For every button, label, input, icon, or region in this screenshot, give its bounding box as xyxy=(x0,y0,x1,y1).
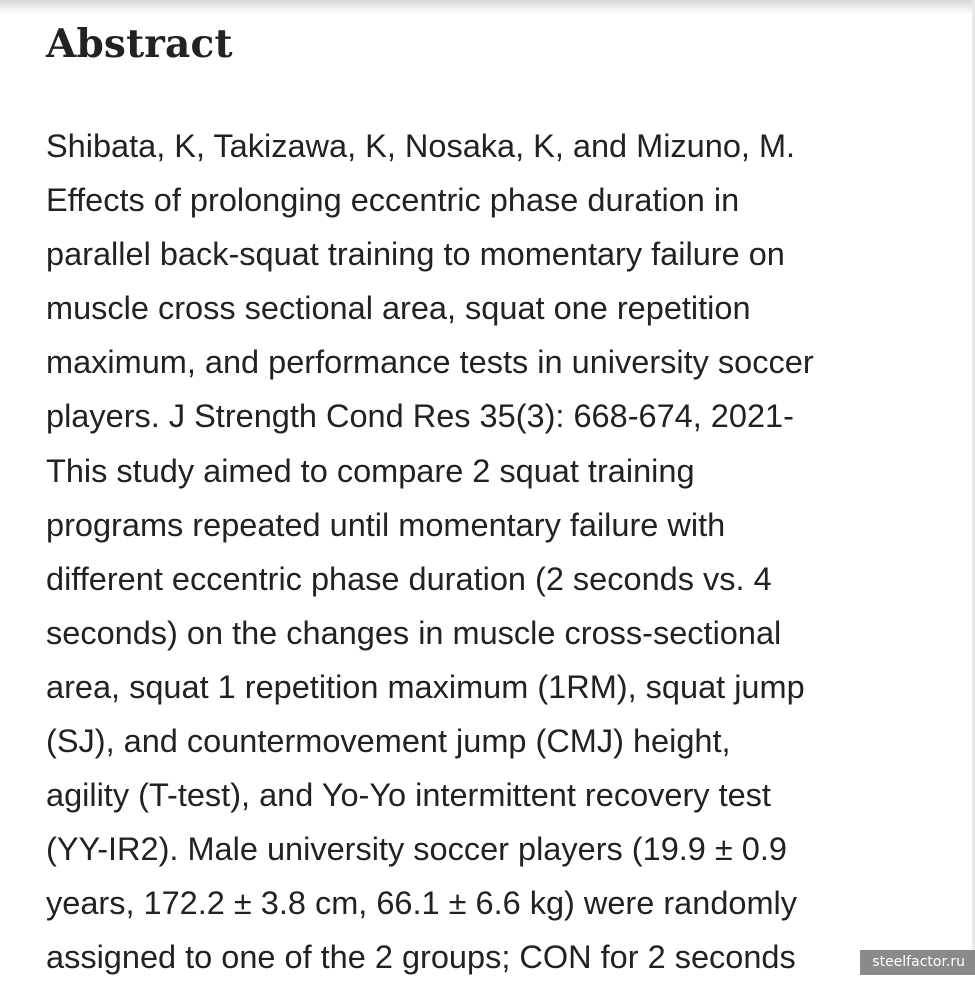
abstract-line: players. J Strength Cond Res 35(3): 668-674, 2021- xyxy=(46,398,794,435)
abstract-heading: Abstract xyxy=(46,21,233,67)
watermark: steelfactor.ru xyxy=(860,950,975,975)
abstract-line: This study aimed to compare 2 squat training xyxy=(46,452,695,489)
abstract-body xyxy=(46,119,946,985)
top-shadow xyxy=(0,0,975,14)
abstract-line: assigned to one of the 2 groups; CON for 2 seconds xyxy=(46,939,796,976)
abstract-line: muscle cross sectional area, squat one repetition xyxy=(46,290,751,327)
abstract-line: Shibata, K, Takizawa, K, Nosaka, K, and Mizuno, M. xyxy=(46,128,796,164)
abstract-line: area, squat 1 repetition maximum (1RM), squat jump xyxy=(46,668,805,705)
abstract-section xyxy=(46,18,946,985)
abstract-line: (YY-IR2). Male university soccer players (19.9 ± 0.9 xyxy=(46,831,787,868)
abstract-line: programs repeated until momentary failure with xyxy=(46,506,726,543)
abstract-line: Effects of prolonging eccentric phase duration in xyxy=(46,182,740,219)
abstract-line: seconds) on the changes in muscle cross-sectional xyxy=(46,614,782,651)
abstract-line: (SJ), and countermovement jump (CMJ) height, xyxy=(46,723,731,760)
abstract-line: different eccentric phase duration (2 seconds vs. 4 xyxy=(46,560,772,597)
abstract-line: agility (T-test), and Yo-Yo intermittent recovery test xyxy=(46,777,771,814)
abstract-line: parallel back-squat training to momentary failure on xyxy=(46,236,785,273)
abstract-line: maximum, and performance tests in university soccer xyxy=(46,344,814,381)
abstract-line: years, 172.2 ± 3.8 cm, 66.1 ± 6.6 kg) were randomly xyxy=(46,885,798,922)
